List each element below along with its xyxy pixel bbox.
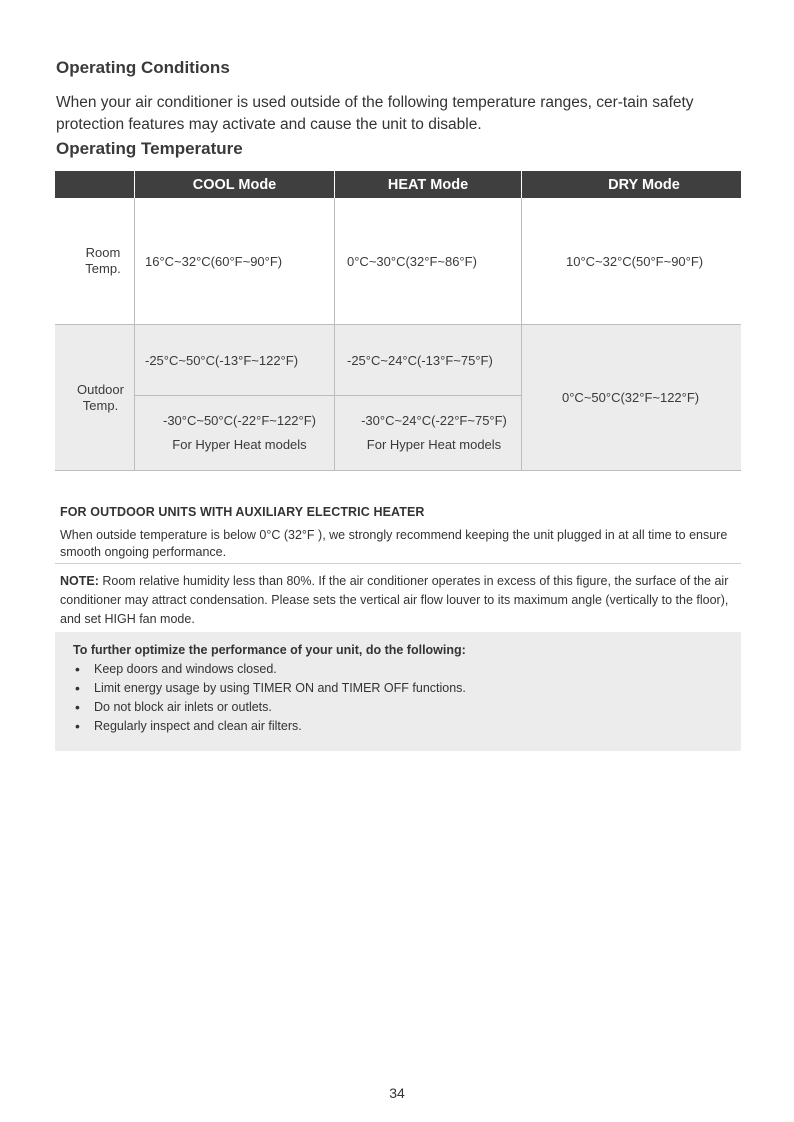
bullet-icon: •: [75, 718, 80, 734]
outdoor-dry-cell: 0°C~50°C(32°F~122°F): [562, 390, 700, 405]
list-item-text: Keep doors and windows closed.: [94, 662, 277, 676]
outdoor-heat-hyper-note: For Hyper Heat models: [366, 437, 502, 452]
table-divider: [521, 198, 522, 470]
note-body: Room relative humidity less than 80%. If the air conditioner operates in excess of this figure, the surface of the air conditioner may attract condensation. Please sets the vertical air flow louver to its maximum angle (vertically to the floor), and set HIGH fan mode.: [60, 574, 729, 626]
note-label: NOTE:: [60, 574, 99, 588]
bullet-icon: •: [75, 661, 80, 677]
table-divider: [55, 470, 741, 471]
bullet-icon: •: [75, 699, 80, 715]
tips-list: [73, 660, 741, 736]
outdoor-cool-hyper-note: For Hyper Heat models: [172, 437, 307, 452]
row-label-outdoor-line2: Temp.: [82, 397, 119, 413]
row-label-outdoor-line1: Outdoor: [77, 381, 124, 397]
outdoor-cool-hyper-cell: [145, 396, 334, 470]
room-heat-cell: 0°C~30°C(32°F~86°F): [347, 253, 477, 269]
table-header-blank: [55, 171, 134, 198]
tips-box: [55, 632, 741, 751]
tips-title: To further optimize the performance of your unit, do the following:: [73, 643, 466, 657]
table-divider: [334, 198, 335, 470]
room-dry-cell: 10°C~32°C(50°F~90°F): [566, 253, 704, 269]
table-header-cool: COOL Mode: [135, 171, 334, 198]
operating-temperature-table: [55, 171, 741, 471]
intro-paragraph: When your air conditioner is used outside of the following temperature ranges, cer-tain safety protection features may activate and cause the unit to disable.: [56, 94, 694, 133]
row-label-outdoor: [67, 325, 134, 470]
table-divider: [134, 198, 135, 470]
outdoor-cool-standard-cell: -25°C~50°C(-13°F~122°F): [145, 352, 299, 368]
row-label-room-line2: Temp.: [85, 261, 121, 276]
list-item-text: Do not block air inlets or outlets.: [94, 700, 272, 714]
page-number: 34: [389, 1085, 405, 1101]
list-item-text: Limit energy usage by using TIMER ON and TIMER OFF functions.: [94, 681, 466, 695]
outdoor-heat-hyper-value: -30°C~24°C(-22°F~75°F): [361, 413, 507, 428]
row-label-room-line1: Room: [85, 245, 121, 260]
bullet-icon: •: [75, 680, 80, 696]
list-item: [73, 660, 741, 679]
table-header-heat: HEAT Mode: [335, 171, 521, 198]
room-cool-cell: 16°C~32°C(60°F~90°F): [145, 253, 283, 269]
section-divider: [55, 563, 741, 564]
list-item-text: Regularly inspect and clean air filters.: [94, 719, 302, 733]
list-item: [73, 698, 741, 717]
list-item: [73, 717, 741, 736]
subsection-title: Operating Temperature: [56, 139, 243, 158]
section-title: Operating Conditions: [56, 58, 230, 77]
row-label-room: [72, 198, 134, 324]
outdoor-heat-hyper-cell: [347, 396, 521, 470]
table-header-dry: DRY Mode: [522, 171, 741, 198]
note-paragraph: [60, 572, 732, 629]
aux-heater-body: When outside temperature is below 0°C (32°F ), we strongly recommend keeping the unit plugged in at all time to ensure smooth ongoing performance.: [60, 528, 728, 559]
outdoor-heat-standard-cell: -25°C~24°C(-13°F~75°F): [347, 352, 493, 368]
aux-heater-title: FOR OUTDOOR UNITS WITH AUXILIARY ELECTRIC HEATER: [60, 505, 425, 519]
list-item: [73, 679, 741, 698]
outdoor-cool-hyper-value: -30°C~50°C(-22°F~122°F): [162, 413, 317, 428]
